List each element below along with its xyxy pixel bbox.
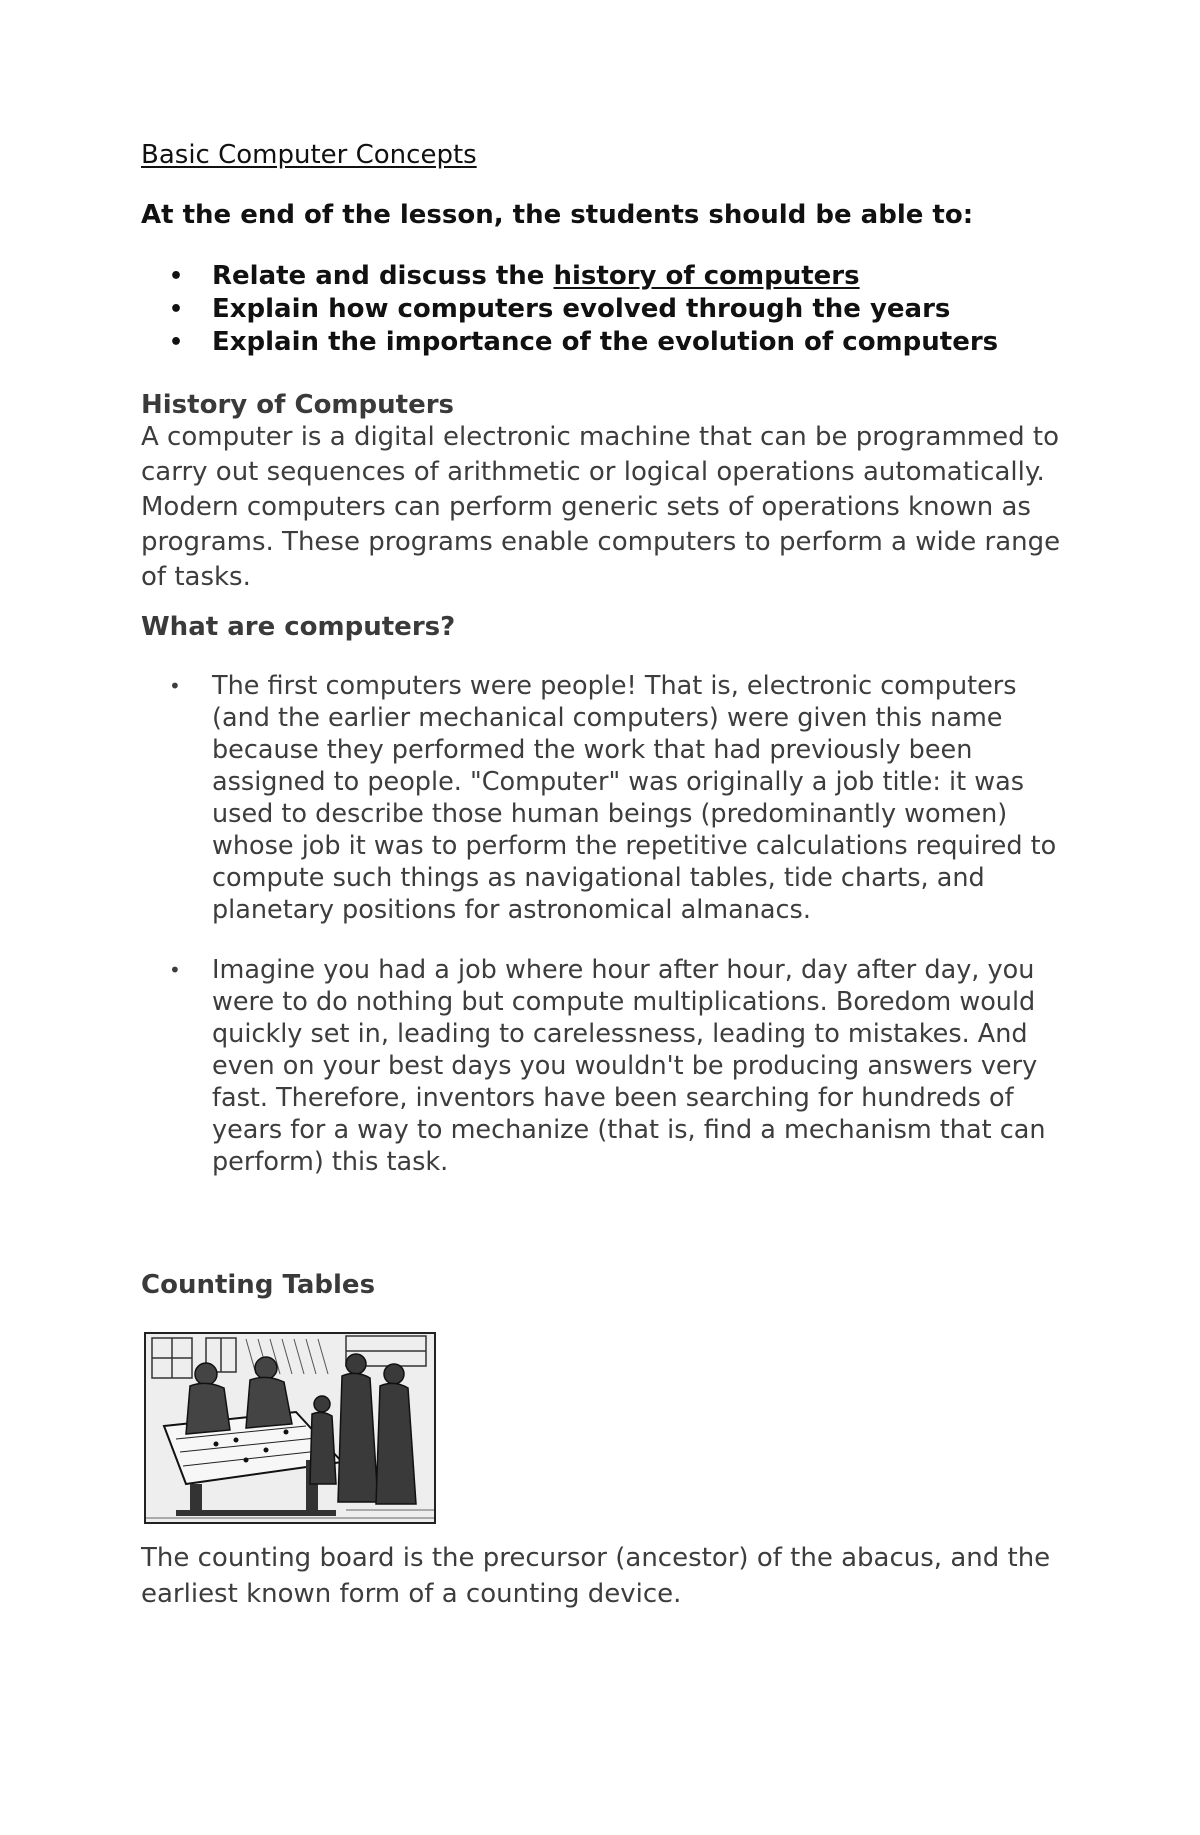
counting-board-woodcut-image — [144, 1332, 436, 1524]
counting-tables-heading: Counting Tables — [141, 1270, 376, 1300]
list-item: • Imagine you had a job where hour after hour, day after day, you were to do nothing but compute multiplications. Boredom would quickly set in, leading to carelessness, leading to mistakes. And even on your best days you wouldn't be producing answers very fast. Therefore, inventors have been searching for hundreds of years for a way to mechanize (that is, find a mechanism that can perform) this task. — [141, 954, 1061, 1178]
objective-item — [141, 260, 998, 293]
objective-prefix: Relate and discuss the — [212, 261, 554, 291]
document-title: Basic Computer Concepts — [141, 140, 477, 170]
list-item: • The first computers were people! That is, electronic computers (and the earlier mechanical computers) were given this name because they performed the work that had previously been assigned to people. "Computer" was originally a job title: it was used to describe those human beings (predominantly women) whose job it was to perform the repetitive calculations required to compute such things as navigational tables, tide charts, and planetary positions for astronomical almanacs. — [141, 670, 1061, 926]
objective-item: • Explain the importance of the evolution of computers — [141, 326, 998, 359]
history-heading: History of Computers — [141, 390, 455, 420]
objective-item: • Explain how computers evolved through the years — [141, 293, 998, 326]
what-are-computers-heading: What are computers? — [141, 612, 456, 642]
history-paragraph: A computer is a digital electronic machine that can be programmed to carry out sequences of arithmetic or logical operations automatically. Modern computers can perform generic sets of operations known as programs. These programs enable computers to perform a wide range of tasks. — [141, 422, 1061, 592]
what-are-computers-list — [141, 670, 1061, 1206]
woodcut-illustration-icon — [146, 1334, 434, 1522]
objectives-intro: At the end of the lesson, the students should be able to: — [141, 200, 974, 230]
history-of-computers-link[interactable]: history of computers — [553, 261, 860, 291]
counting-board-caption: The counting board is the precursor (ancestor) of the abacus, and the earliest known form of a counting device. — [141, 1543, 1051, 1609]
objectives-list — [141, 260, 998, 359]
